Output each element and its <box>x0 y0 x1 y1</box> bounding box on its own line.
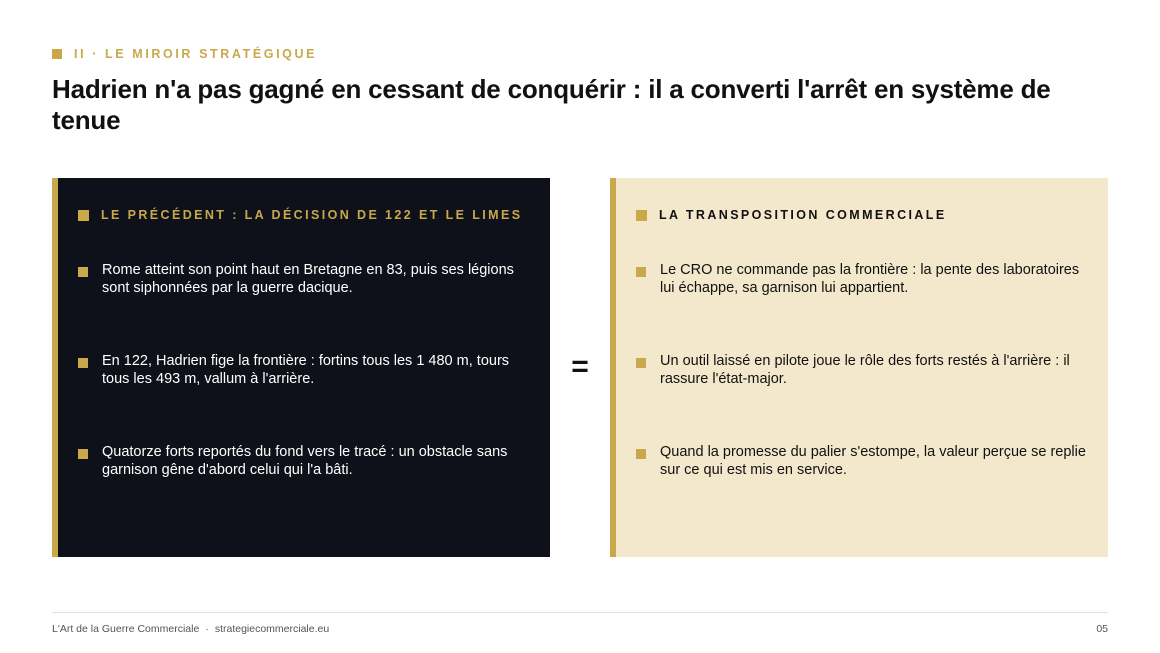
footer-separator: · <box>205 623 209 635</box>
list-item <box>636 262 1086 297</box>
equals-sign: = <box>571 350 589 383</box>
bullet-square-icon <box>636 449 646 459</box>
footer-divider <box>52 612 1108 613</box>
list-item <box>78 353 528 388</box>
bullet-square-icon <box>78 267 88 277</box>
bullet-text: Quand la promesse du palier s'estompe, la valeur perçue se replie sur ce qui est mis en service. <box>660 444 1086 478</box>
transposition-panel <box>610 178 1108 557</box>
transposition-panel-header <box>636 208 947 222</box>
panel-square-icon <box>78 210 89 221</box>
page-number: 05 <box>1096 623 1108 635</box>
bullet-square-icon <box>636 267 646 277</box>
footer-credits <box>52 623 329 635</box>
bullet-text: Le CRO ne commande pas la frontière : la pente des laboratoires lui échappe, sa garnison lui appartient. <box>660 262 1080 296</box>
footer-site: strategiecommerciale.eu <box>214 623 330 635</box>
bullet-text: Quatorze forts reportés du fond vers le tracé : un obstacle sans garnison gêne d'abord celui qui l'a bâti. <box>102 444 508 478</box>
precedent-panel-heading: LE PRÉCÉDENT : LA DÉCISION DE 122 ET LE LIMES <box>101 208 523 222</box>
section-kicker <box>52 47 317 61</box>
list-item <box>78 262 528 297</box>
bullet-square-icon <box>636 358 646 368</box>
kicker-square-icon <box>52 49 62 59</box>
bullet-text: Rome atteint son point haut en Bretagne en 83, puis ses légions sont siphonnées par la guerre dacique. <box>102 262 514 296</box>
list-item <box>636 444 1086 479</box>
footer-brand: L'Art de la Guerre Commerciale <box>52 623 200 635</box>
bullet-text: En 122, Hadrien fige la frontière : fortins tous les 1 480 m, tours tous les 493 m, vallum à l'arrière. <box>102 353 510 387</box>
bullet-square-icon <box>78 358 88 368</box>
bullet-square-icon <box>78 449 88 459</box>
transposition-panel-heading: LA TRANSPOSITION COMMERCIALE <box>659 208 947 222</box>
panel-square-icon <box>636 210 647 221</box>
precedent-panel-header <box>78 208 522 222</box>
list-item <box>78 444 528 479</box>
slide-title: Hadrien n'a pas gagné en cessant de conquérir : il a converti l'arrêt en système de tenue <box>52 74 1051 135</box>
kicker-text: II · LE MIROIR STRATÉGIQUE <box>74 47 318 61</box>
bullet-text: Un outil laissé en pilote joue le rôle des forts restés à l'arrière : il rassure l'état-major. <box>660 353 1070 387</box>
precedent-panel <box>52 178 550 557</box>
list-item <box>636 353 1086 388</box>
